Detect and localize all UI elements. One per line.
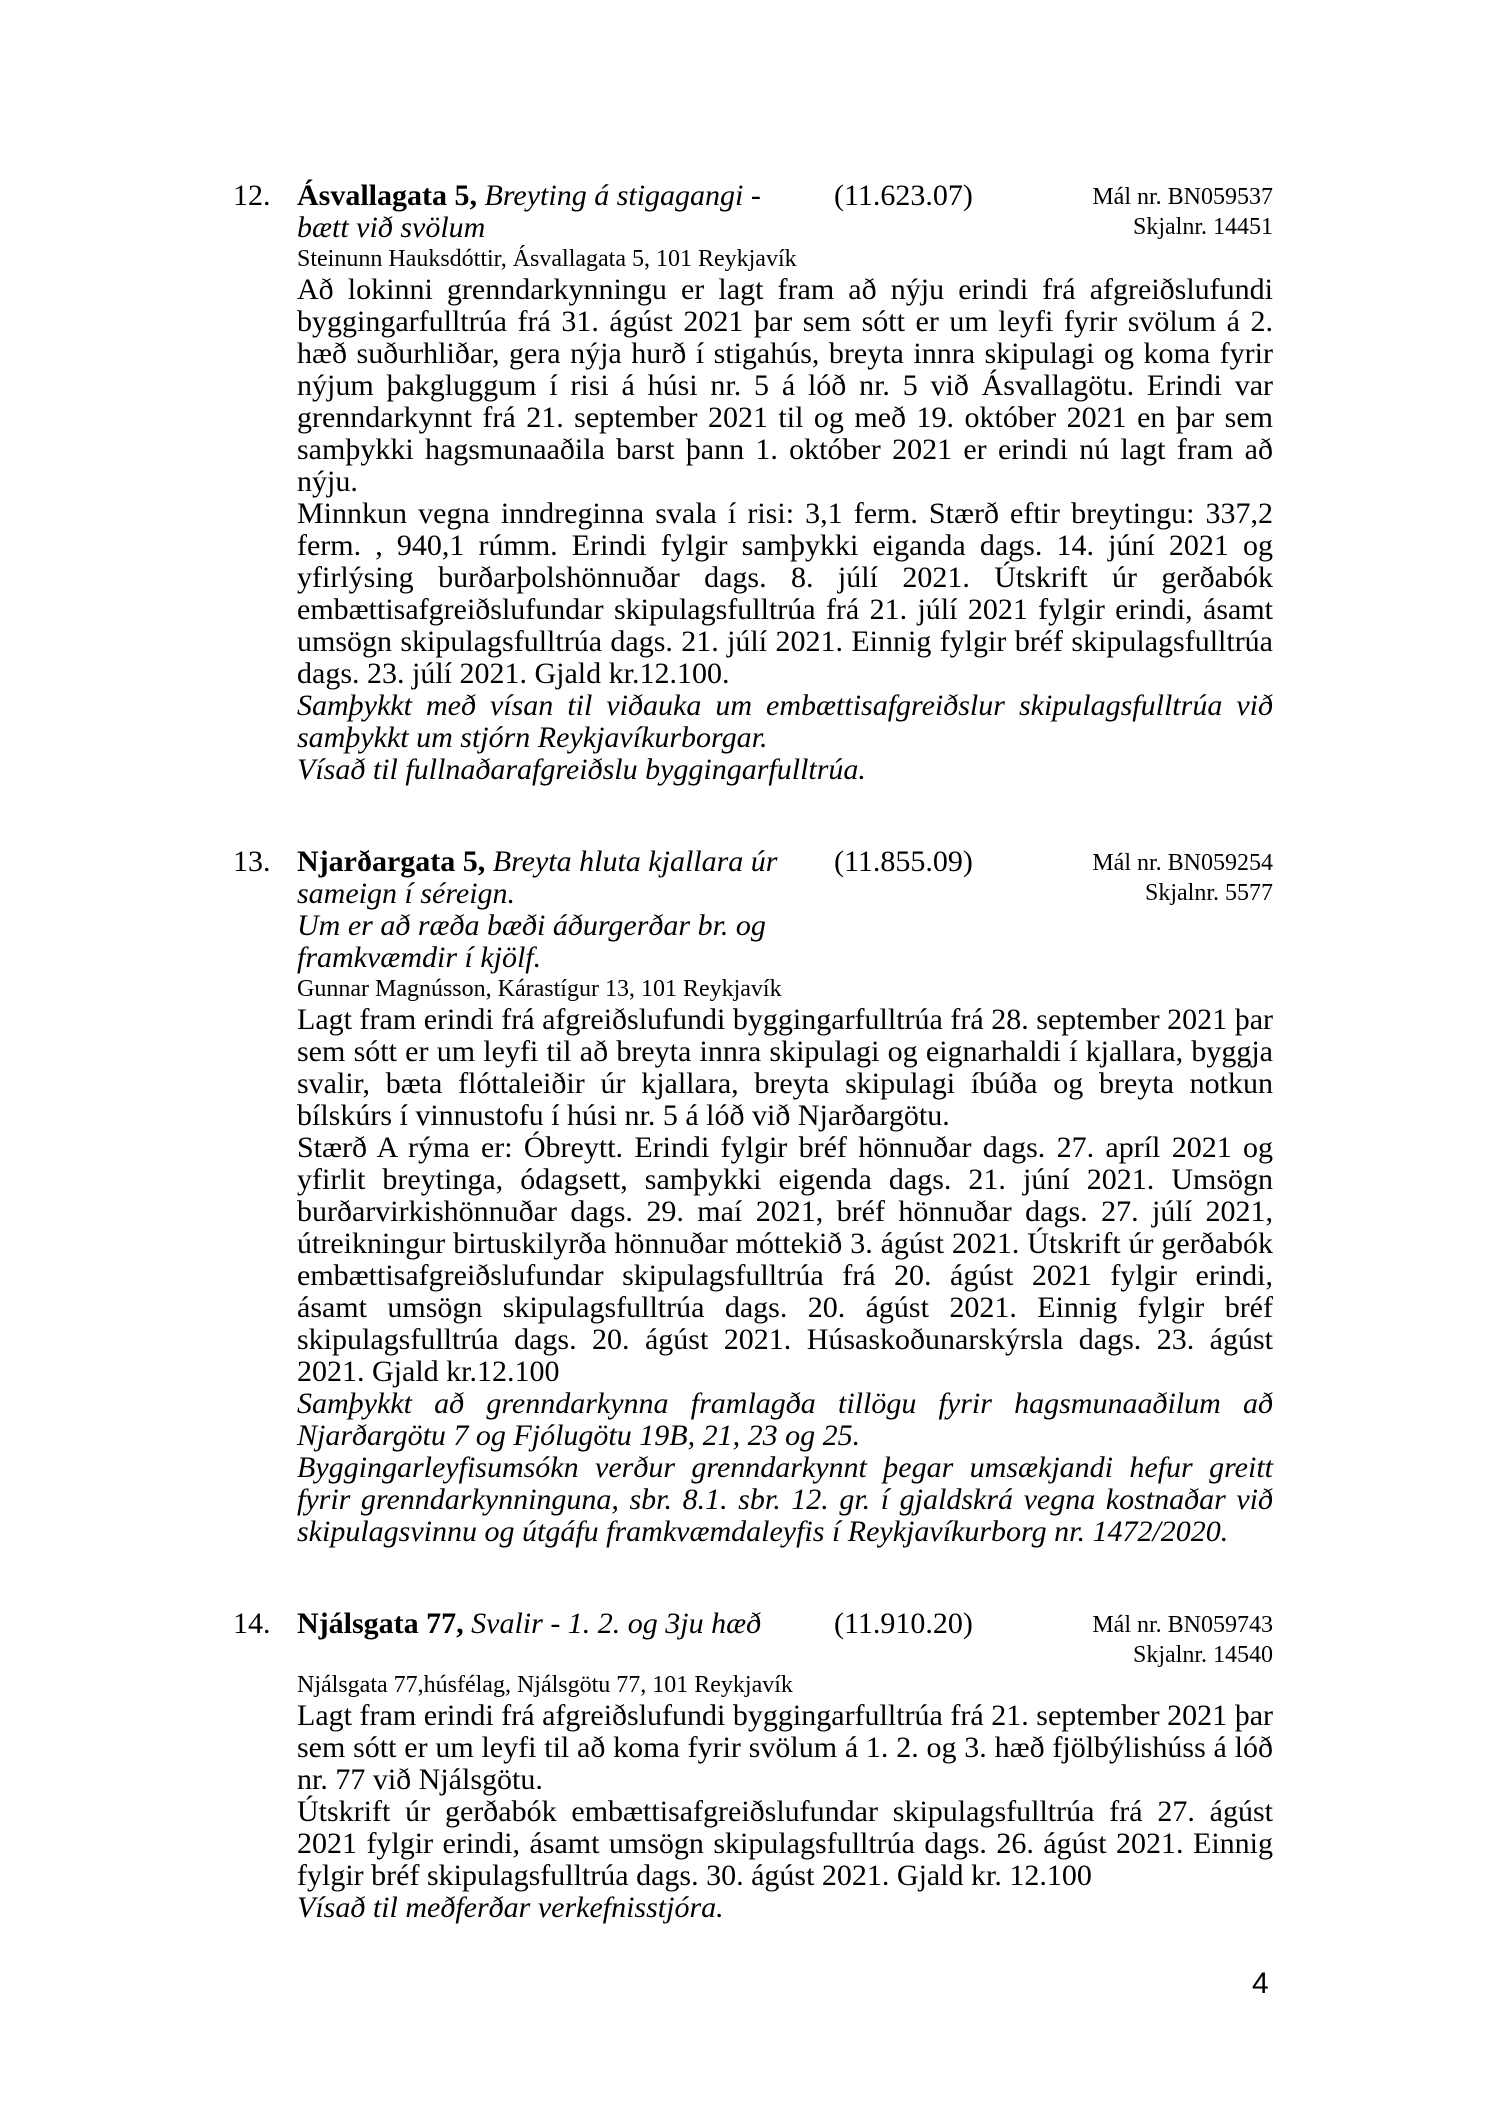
item-address: Njálsgata 77, bbox=[297, 1607, 464, 1640]
item-title bbox=[297, 846, 802, 974]
body-paragraph: Útskrift úr gerðabók embættisafgreiðslufundar skipulagsfulltrúa frá 27. ágúst 2021 fylgir erindi, ásamt umsögn skipulagsfulltrúa dags. 26. ágúst 2021. Einnig fylgir bréf skipulagsfulltrúa dags. 30. ágúst 2021. Gjald kr. 12.100 bbox=[297, 1795, 1273, 1892]
document-number: Skjalnr. 14540 bbox=[1132, 1642, 1273, 1668]
item-address: Ásvallagata 5, bbox=[297, 179, 477, 212]
document-number: Skjalnr. 5577 bbox=[1144, 880, 1273, 906]
applicant-line: Gunnar Magnússon, Kárastígur 13, 101 Reykjavík bbox=[297, 976, 782, 1002]
case-info bbox=[1092, 1608, 1273, 1670]
file-number: (11.623.07) bbox=[834, 179, 973, 212]
item-subtitle: Um er að ræða bæði áðurgerðar br. og framkvæmdir í kjölf. bbox=[297, 909, 766, 974]
applicant-line: Njálsgata 77,húsfélag, Njálsgötu 77, 101 Reykjavík bbox=[297, 1672, 793, 1698]
item-number: 12. bbox=[233, 179, 271, 212]
item-header bbox=[233, 846, 1273, 974]
item-title bbox=[297, 180, 802, 244]
item-number: 13. bbox=[233, 845, 271, 878]
item-subject: Breyting á stigagangi - bætt við svölum bbox=[297, 179, 761, 244]
case-info bbox=[1092, 180, 1273, 242]
case-number: Mál nr. BN059254 bbox=[1092, 850, 1273, 876]
item-subject: Breyta hluta kjallara úr sameign í séreign. bbox=[297, 845, 778, 910]
body-paragraph: Minnkun vegna inndreginna svala í risi: 3,1 ferm. Stærð eftir breytingu: 337,2 ferm. , 940,1 rúmm. Erindi fylgir samþykki eiganda dags. 14. júní 2021 og yfirlýsing burðarþolshönnuðar dags. 8. júlí 2021. Útskrift úr gerðabók embættisafgreiðslufundar skipulagsfulltrúa frá 21. júlí 2021 fylgir erindi, ásamt umsögn skipulagsfulltrúa dags. 21. júlí 2021. Einnig fylgir bréf skipulagsfulltrúa dags. 23. júlí 2021. Gjald kr.12.100. bbox=[297, 497, 1273, 690]
body-paragraph: Stærð A rýma er: Óbreytt. Erindi fylgir bréf hönnuðar dags. 27. apríl 2021 og yfirlit breytinga, ódagsett, samþykki eigenda dags. 21. júní 2021. Umsögn burðarvirkishönnuðar dags. 29. maí 2021, bréf hönnuðar dags. 27. júlí 2021, útreikningur birtuskilyrða hönnuðar móttekið 3. ágúst 2021. Útskrift úr gerðabók embættisafgreiðslufundar skipulagsfulltrúa frá 20. ágúst 2021 fylgir erindi, ásamt umsögn skipulagsfulltrúa dags. 20. ágúst 2021. Einnig fylgir bréf skipulagsfulltrúa dags. 20. ágúst 2021. Húsaskoðunarskýrsla dags. 23. ágúst 2021. Gjald kr.12.100 bbox=[297, 1131, 1273, 1388]
decision-paragraph: Byggingarleyfisumsókn verður grenndarkynnt þegar umsækjandi hefur greitt fyrir grenndarkynninguna, sbr. 8.1. sbr. 12. gr. í gjaldskrá vegna kostnaðar við skipulagsvinnu og útgáfu framkvæmdaleyfis í Reykjavíkurborg nr. 1472/2020. bbox=[297, 1451, 1273, 1548]
file-number: (11.910.20) bbox=[834, 1607, 973, 1640]
decision-paragraph: Vísað til meðferðar verkefnisstjóra. bbox=[297, 1891, 724, 1924]
document-number: Skjalnr. 14451 bbox=[1132, 214, 1273, 240]
item-subject: Svalir - 1. 2. og 3ju hæð bbox=[471, 1607, 762, 1640]
file-number: (11.855.09) bbox=[834, 845, 973, 878]
decision-paragraph: Samþykkt að grenndarkynna framlagða tillögu fyrir hagsmunaaðilum að Njarðargötu 7 og Fjólugötu 19B, 21, 23 og 25. bbox=[297, 1387, 1273, 1452]
case-number: Mál nr. BN059743 bbox=[1092, 1612, 1273, 1638]
applicant-line: Steinunn Hauksdóttir, Ásvallagata 5, 101 Reykjavík bbox=[297, 246, 797, 272]
item-header-right bbox=[802, 180, 1273, 242]
page-number: 4 bbox=[1252, 1967, 1269, 2000]
decision-paragraph: Samþykkt með vísan til viðauka um embættisafgreiðslur skipulagsfulltrúa við samþykkt um stjórn Reykjavíkurborgar. bbox=[297, 689, 1273, 754]
item-title bbox=[297, 1608, 802, 1640]
agenda-item-13 bbox=[233, 846, 1273, 1548]
item-header bbox=[233, 180, 1273, 244]
body-paragraph: Lagt fram erindi frá afgreiðslufundi byggingarfulltrúa frá 21. september 2021 þar sem sótt er um leyfi til að koma fyrir svölum á 1. 2. og 3. hæð fjölbýlishúss á lóð nr. 77 við Njálsgötu. bbox=[297, 1699, 1273, 1796]
agenda-item-14 bbox=[233, 1608, 1273, 1924]
decision-paragraph: Vísað til fullnaðarafgreiðslu byggingarfulltrúa. bbox=[297, 753, 866, 786]
minutes-content bbox=[233, 180, 1273, 1924]
case-info bbox=[1092, 846, 1273, 908]
item-number: 14. bbox=[233, 1607, 271, 1640]
case-number: Mál nr. BN059537 bbox=[1092, 184, 1273, 210]
body-paragraph: Að lokinni grenndarkynningu er lagt fram að nýju erindi frá afgreiðslufundi byggingarfulltrúa frá 31. ágúst 2021 þar sem sótt er um leyfi fyrir svölum á 2. hæð suðurhliðar, gera nýja hurð í stigahús, breyta innra skipulagi og koma fyrir nýjum þakgluggum í risi á húsi nr. 5 á lóð nr. 5 við Ásvallagötu. Erindi var grenndarkynnt frá 21. september 2021 til og með 19. október 2021 en þar sem samþykki hagsmunaaðila barst þann 1. október 2021 er erindi nú lagt fram að nýju. bbox=[297, 273, 1273, 498]
item-header bbox=[233, 1608, 1273, 1670]
body-paragraph: Lagt fram erindi frá afgreiðslufundi byggingarfulltrúa frá 28. september 2021 þar sem sótt er um leyfi til að breyta innra skipulagi og eignarhaldi í kjallara, byggja svalir, bæta flóttaleiðir úr kjallara, breyta skipulagi íbúða og breyta notkun bílskúrs í vinnustofu í húsi nr. 5 á lóð við Njarðargötu. bbox=[297, 1003, 1273, 1132]
item-address: Njarðargata 5, bbox=[297, 845, 486, 878]
agenda-item-12 bbox=[233, 180, 1273, 786]
item-header-right bbox=[802, 846, 1273, 908]
item-header-right bbox=[802, 1608, 1273, 1670]
